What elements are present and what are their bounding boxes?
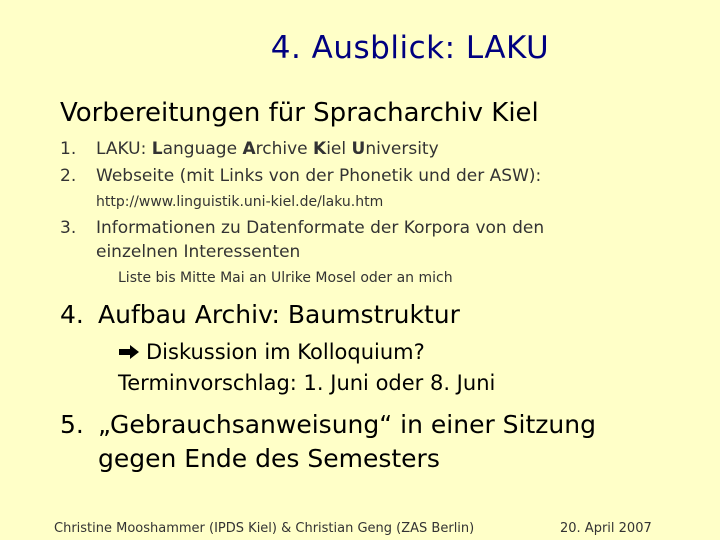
item-text-part: rchive <box>255 139 314 159</box>
list-number: 1. <box>60 139 77 159</box>
list-item-sub-note: Liste bis Mitte Mai an Ulrike Mosel oder an mich <box>118 270 453 286</box>
arrow-right-icon <box>118 341 140 365</box>
item-text-part: LAKU: <box>96 139 152 159</box>
point-5-continuation: gegen Ende des Semesters <box>98 444 440 473</box>
discussion-line <box>124 340 425 365</box>
point-number: 5. <box>60 410 84 439</box>
discussion-text: Diskussion im Kolloquium? <box>146 340 425 364</box>
acronym-letter: U <box>351 139 366 159</box>
item-text-part: niversity <box>365 139 439 159</box>
acronym-letter: K <box>313 139 327 159</box>
list-item-2 <box>60 166 660 188</box>
list-item-1 <box>60 139 660 161</box>
list-item-3-continuation: einzelnen Interessenten <box>96 242 301 262</box>
point-4 <box>60 300 660 332</box>
list-number: 3. <box>60 218 77 238</box>
item-text-part: iel <box>326 139 352 159</box>
list-item-text <box>96 139 439 159</box>
point-text: Aufbau Archiv: Baumstruktur <box>98 300 460 329</box>
item-text-part: anguage <box>162 139 243 159</box>
point-text: „Gebrauchsanweisung“ in einer Sitzung <box>98 410 596 439</box>
slide-subtitle: Vorbereitungen für Spracharchiv Kiel <box>60 98 539 128</box>
footer-authors: Christine Mooshammer (IPDS Kiel) & Christian Geng (ZAS Berlin) <box>54 521 475 536</box>
slide-title: 4. Ausblick: LAKU <box>270 30 550 66</box>
list-item-3 <box>60 218 660 240</box>
url-link[interactable]: http://www.linguistik.uni-kiel.de/laku.htm <box>96 194 384 210</box>
point-5 <box>60 410 680 442</box>
list-number: 2. <box>60 166 77 186</box>
list-item-text: Informationen zu Datenformate der Korpora von den <box>96 218 545 238</box>
date-proposal-line: Terminvorschlag: 1. Juni oder 8. Juni <box>118 371 496 395</box>
acronym-letter: L <box>151 139 163 159</box>
point-number: 4. <box>60 300 84 329</box>
footer-date: 20. April 2007 <box>560 521 652 536</box>
list-item-text: Webseite (mit Links von der Phonetik und der ASW): <box>96 166 542 186</box>
acronym-letter: A <box>242 139 256 159</box>
